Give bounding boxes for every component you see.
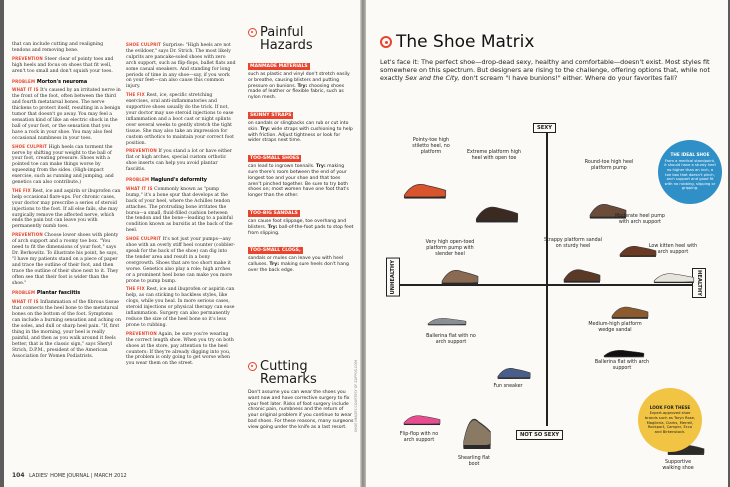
right-page (366, 0, 728, 487)
hazard-band: SKINNY STRAPS (250, 112, 292, 118)
haglund-heading: Haglund's deformity (150, 177, 207, 184)
shoe-label: Low kitten heel with arch support (648, 244, 698, 255)
shoe-label: Shearling flat boot (457, 456, 491, 467)
painful-hazards-sidebar (248, 26, 354, 274)
axis-label-healthy: HEALTHY (692, 268, 706, 298)
fix-label: THE FIX (126, 92, 145, 98)
fasciitis-prevention-text: If you stand a lot or have either flat or high arches, special custom orthotic shoe inserts can help you avoid plantar fasciitis. (126, 149, 232, 173)
shoe-icon (402, 176, 448, 200)
neuroma-what-text: It's caused by an irritated nerve in the front of the foot, often between the third and fourth metatarsal bones. The nerve thickens to protect itself, resulting in a benign tumor that doesn't go away. You may feel a sensation kind of like an electric shock in the ball of your foot, or the sensation that you have a rock in your shoe. You may also feel occasional numbness in your toes. (12, 88, 121, 141)
fasciitis-heading: Plantar fasciitis (36, 290, 81, 297)
shoe-icon (562, 262, 602, 284)
shoe-label: Very high open-toed platform pump with slender heel (425, 240, 475, 257)
text-column-b (126, 42, 236, 369)
bunion-prevention-text: Steer clear of pointy toes and high heels and focus on shoes that fit well, aren't too small and don't squish your toes. (12, 56, 114, 74)
shoe-label: Extreme platform high heel with open toe (466, 150, 522, 161)
axis-label-not-so-sexy: NOT SO SEXY (516, 430, 563, 440)
shoe-icon (426, 314, 468, 326)
try-label: Try: (315, 164, 326, 170)
shoe-label: Supportive walking shoe (662, 460, 694, 471)
cutting-remarks-sidebar (248, 360, 354, 431)
shoe-label: Flip-flop with no arch support (399, 432, 439, 443)
problem-label: PROBLEM (126, 177, 150, 183)
neuroma-heading: Morton's neuroma (36, 78, 88, 85)
neuroma-prevention-text: Choose lower shoes with plenty of arch support and a roomy toe box. "You need to fit the dimensions of your foot," says Dr. Berkowitz. To illustrate his point, he says, "I have my patients stand on a piece of paper and trace the outline of their foot, and then trace the outline of their shoe next to it. They often see that their foot is wider than the shoe." (12, 233, 119, 286)
look-for-these-title: LOOK FOR THESE (649, 404, 691, 410)
try-label: Try: (297, 83, 308, 89)
ideal-shoe-title: THE IDEAL SHOE (670, 152, 710, 158)
cutting-remarks-text: Don't assume you can wear the shoes you want now and have corrective surgery to fix your feet later. Risks of foot surgery include chronic pain, numbness and the return of your original problem if you continue to wear bad shoes. For these reasons, many surgeons view going under the knife as a last resort. (248, 390, 354, 430)
shoe-label: Round-toe high heel platform pump (584, 160, 634, 171)
fix-label: THE FIX (12, 187, 31, 193)
shoe-icon (496, 362, 532, 380)
try-label: Try: (267, 224, 278, 230)
prevention-label: PREVENTION (126, 330, 157, 336)
intro-paragraph: that can include cutting and realigning tendons and removing bone. (12, 42, 104, 53)
shoe-icon (610, 300, 650, 320)
try-label: Try: (260, 126, 270, 132)
shoe-label: Pointy-toe high stiletto heel, no platform (412, 138, 450, 155)
prevention-label: PREVENTION (12, 55, 43, 61)
shoe-label: Moderate heel pump with arch support (615, 214, 665, 225)
bullet-target-icon (248, 28, 257, 37)
shoe-icon (602, 346, 646, 358)
shoe-icon (652, 268, 696, 284)
vertical-axis (546, 128, 548, 426)
ideal-shoe-callout (658, 140, 722, 204)
hazard-list (248, 52, 354, 274)
axis-label-sexy: SEXY (533, 123, 556, 133)
shoe-label: Fun sneaker (493, 384, 523, 389)
painful-hazards-title: Painful Hazards (248, 26, 354, 52)
haglund-fix-text: Rest, ice and ibuprofen or aspirin can help, as can sticking to backless styles, like clogs, while you heal. In more serious cases, steroid injections or physical therapy can ease inflammation. Surgery can also permanently reduce the size of the heel bone so it's less prone to rubbing. (126, 287, 235, 328)
neuroma-culprit-text: High heels can torment the nerve by shifting your weight to the ball of your foot, creating pressure. Shoes with a pointed toe can make things worse by squeezing from the sides. (High-impact exercise, such as running and jumping, and genetics can also contribute.) (12, 144, 114, 186)
haglund-what-text: Commonly known as "pump bump," it's a bone spur that develops at the back of your heel, where the Achilles tendon attaches. The protruding bone irritates the bursa—a small, fluid-filled cushion between the tendon and the bone—leading to a painful condition known as bursitis at the back of the heel. (126, 186, 233, 234)
culprit-label: SHOE CULPRIT (126, 42, 162, 47)
hazard-text: can lead to ingrown toenails. Try: making sure there's room between the end of your longest toe and your shoe and that toes aren't pinched together. Be sure to try both shoes on; most women have one foot that's longer than the other. (248, 164, 349, 199)
problem-label: PROBLEM (12, 290, 36, 296)
prevention-label: PREVENTION (12, 232, 43, 238)
shoe-icon (462, 402, 492, 452)
hazard-text: can cause foot slippage, toe overhang and blisters. Try: ball-of-the-foot pads to stop feet from slipping. (248, 218, 354, 236)
hazard-band: TOO-BIG SANDALS (250, 210, 298, 216)
left-page (4, 0, 360, 487)
hazard-band: TOO-SMALL SHOES (250, 156, 300, 162)
shoe-label: Medium-high platform wedge sandal (588, 322, 642, 333)
what-label: WHAT IT IS (12, 299, 39, 305)
culprit-label: SHOE CULPRIT (126, 236, 162, 242)
look-for-these-callout (638, 388, 702, 452)
intro-italic: Sex and the City, (405, 74, 460, 83)
culprit-label: SHOE CULPRIT (12, 143, 48, 149)
haglund-prevention-text: Again, be sure you're wearing the correct length shoe. When you try on both shoes at the store, pay attention to the heel counters: If they're already digging into you, the problem is only going to get worse when you wear them on the street. (126, 331, 234, 367)
shoe-icon (474, 198, 520, 224)
horizontal-axis (394, 284, 694, 286)
shoe-label: Ballerina flat with no arch support (426, 334, 476, 345)
what-label: WHAT IT IS (12, 87, 39, 93)
hazard-text: such as plastic and vinyl don't stretch easily or breathe, causing blisters and putting pressure on bunions. Try: choosing shoes made of leather or flexible fabric, such as nylon mesh. (248, 72, 350, 101)
axis-label-unhealthy: UNHEALTHY (386, 258, 400, 297)
haglund-culprit-text: It's not just your pumps—any shoe with an overly stiff heel counter (cobbler-speak for the back of the shoe) can dig into the tender area and result in a bony overgrowth. Shoes that are too short make it worse. Genetics also play a role; high arches or a prominent heel bone can make you more prone to pump bump. (126, 237, 236, 284)
hazard-band: MANMADE MATERIALS (250, 64, 308, 69)
bullet-target-icon (380, 36, 392, 48)
bullet-target-icon (248, 362, 257, 371)
magazine-issue: LADIES' HOME JOURNAL | MARCH 2012 (29, 473, 127, 479)
shoe-icon (402, 410, 442, 426)
prevention-label: PREVENTION (126, 148, 157, 154)
matrix-intro: Let's face it: The perfect shoe—drop-dead sexy, healthy and comfortable—doesn't exist. Most styles fit somewhere on this spectrum. But designers are rising to the challenge, offering options that, while not exactly Sex and the City, don't scream "I have bunions!" either. Where do your favorites fall? (380, 58, 710, 83)
hazard-band: TOO-SMALL CLOGS, (250, 248, 301, 254)
fasciitis-fix-text: Rest, ice, specific stretching exercises, oral anti-inflammatories and supportive shoes usually do the trick. If not, your doctor may use steroid injections to ease inflammation and a boot cast or night splints over several weeks to gently stretch the tight tissue. She may also take an impression for custom orthotics to maintain your correct foot position. (126, 93, 235, 146)
text-column-a (12, 42, 122, 361)
hazard-text: on sandals or slingbacks can rub or cut into skin. Try: wide straps with cushioning to help with friction. Adjust tightness or look for wider straps next time. (248, 120, 353, 144)
hazard-text: sandals or mules can leave you with heel calluses. Try: making sure heels don't hang over the back edge. (248, 256, 349, 273)
look-for-these-text: Expert-approved shoe brands such as Taryn Rose, Maglieria, Clarks, Merrell, Rockport, Camper, Ecco and Birkenstock. (644, 411, 696, 434)
image-credit: SHOE IMAGES COURTESY OF ZAPPOS.COM (354, 360, 358, 433)
what-label: WHAT IT IS (126, 185, 153, 191)
ideal-shoe-text: From a medical standpoint, it should have a sturdy heel no higher than an inch, a toe box that doesn't pinch, arch support and good fit with no rubbing, slipping or gripping. (664, 158, 716, 191)
problem-label: PROBLEM (12, 78, 36, 84)
try-label: Try: (269, 262, 280, 268)
fix-label: THE FIX (126, 286, 145, 292)
shoe-label: Strappy platform sandal on sturdy heel (544, 238, 602, 249)
shoe-matrix-title: The Shoe Matrix (380, 32, 534, 52)
shoe-label: Ballerina flat with arch support (594, 360, 650, 371)
neuroma-fix-text: Rest, ice and aspirin or ibuprofen can help occasional flare-ups. For chronic cases, your doctor may prescribe a series of steroid injections to the foot. If all else fails, she may surgically remove the affected nerve, which ends the pain but can leave you with permanently numb toes. (12, 188, 121, 230)
shoe-icon (440, 262, 480, 286)
cutting-remarks-title: Cutting Remarks (248, 360, 354, 386)
fasciitis-culprit-text: Surprise: "High heels are not the evildoer," says Dr. Strich. The most likely culprits are pancake-soled shoes with zero arch support, such as flip-flops, ballet flats and some casual sneakers. And standing for long periods of time in any shoe—say, if you work on your feet—can also cause this common injury. (126, 43, 236, 90)
fasciitis-what-text: Inflammation of the fibrous tissue that connects the heel bone to the metatarsal bones on the bottom of the foot. Symptoms can include a burning sensation and aching on the soles, and dull or sharp heel pain. "If, first thing in the morning, your heel is really painful, and then as you walk around it feels better, that is the classic sign," says Sheryl Strich, D.P.M., president of the American Association for Women Podiatrists. (12, 300, 121, 359)
page-number: 104 (12, 472, 25, 479)
page-folio (12, 472, 127, 479)
